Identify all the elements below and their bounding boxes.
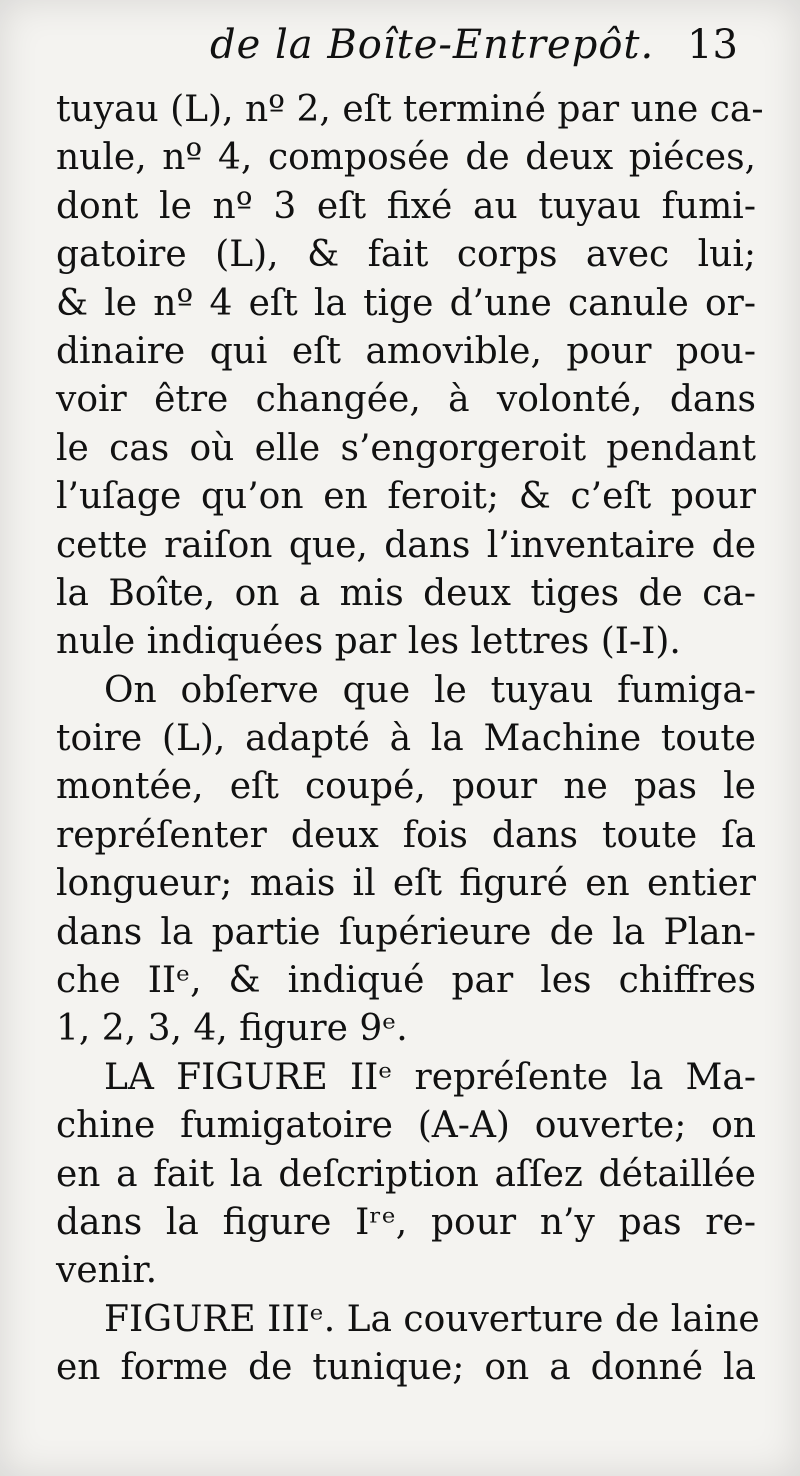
text-line: tuyau (L), nº 2, eſt terminé par une ca- <box>56 89 764 130</box>
page-number: 13 <box>687 22 738 68</box>
text-line: en a fait la deſcription aſſez détaillée <box>56 1153 756 1195</box>
text-line: montée, eſt coupé, pour ne pas le <box>56 766 756 808</box>
body-text <box>56 86 764 1393</box>
text-line: & le nº 4 eſt la tige d’une canule or- <box>56 282 756 324</box>
text-line: dans la figure Iʳᵉ, pour n’y pas re- <box>56 1201 756 1243</box>
text-line: On obſerve que le tuyau fumiga- <box>104 669 756 711</box>
text-line: dont le nº 3 eſt fixé au tuyau fumi- <box>56 185 756 227</box>
text-line: longueur; mais il eſt figuré en entier <box>56 863 756 905</box>
text-line: nule, nº 4, composée de deux piéces, <box>56 137 756 179</box>
page-header <box>0 22 800 82</box>
text-line: en forme de tunique; on a donné la <box>56 1347 756 1389</box>
text-line: toire (L), adapté à la Machine toute <box>56 718 756 760</box>
text-line: cette raiſon que, dans l’inventaire de <box>56 524 756 566</box>
text-line: che IIᵉ, & indiqué par les chiffres <box>56 960 756 1002</box>
text-line: gatoire (L), & fait corps avec lui; <box>56 234 756 276</box>
running-title: de la Boîte-Entrepôt. <box>210 22 655 68</box>
text-line: voir être changée, à volonté, dans <box>56 379 756 421</box>
text-line: repréſenter deux fois dans toute ſa <box>56 814 756 856</box>
text-line: la Boîte, on a mis deux tiges de ca- <box>56 572 756 614</box>
text-line: dans la partie ſupérieure de la Plan- <box>56 911 756 953</box>
text-line: FIGURE IIIᵉ. La couverture de laine <box>104 1298 760 1340</box>
text-line: le cas où elle s’engorgeroit pendant <box>56 427 756 469</box>
text-line: LA FIGURE IIᵉ repréſente la Ma- <box>104 1056 756 1098</box>
text-line: 1, 2, 3, 4, figure 9ᵉ. <box>56 1008 408 1050</box>
text-line: l’uſage qu’on en feroit; & c’eſt pour <box>56 476 756 518</box>
text-line: dinaire qui eſt amovible, pour pou- <box>56 330 756 372</box>
text-line: nule indiquées par les lettres (I-I). <box>56 621 681 663</box>
text-line: venir. <box>56 1250 158 1292</box>
text-line: chine fumigatoire (A-A) ouverte; on <box>56 1105 756 1147</box>
